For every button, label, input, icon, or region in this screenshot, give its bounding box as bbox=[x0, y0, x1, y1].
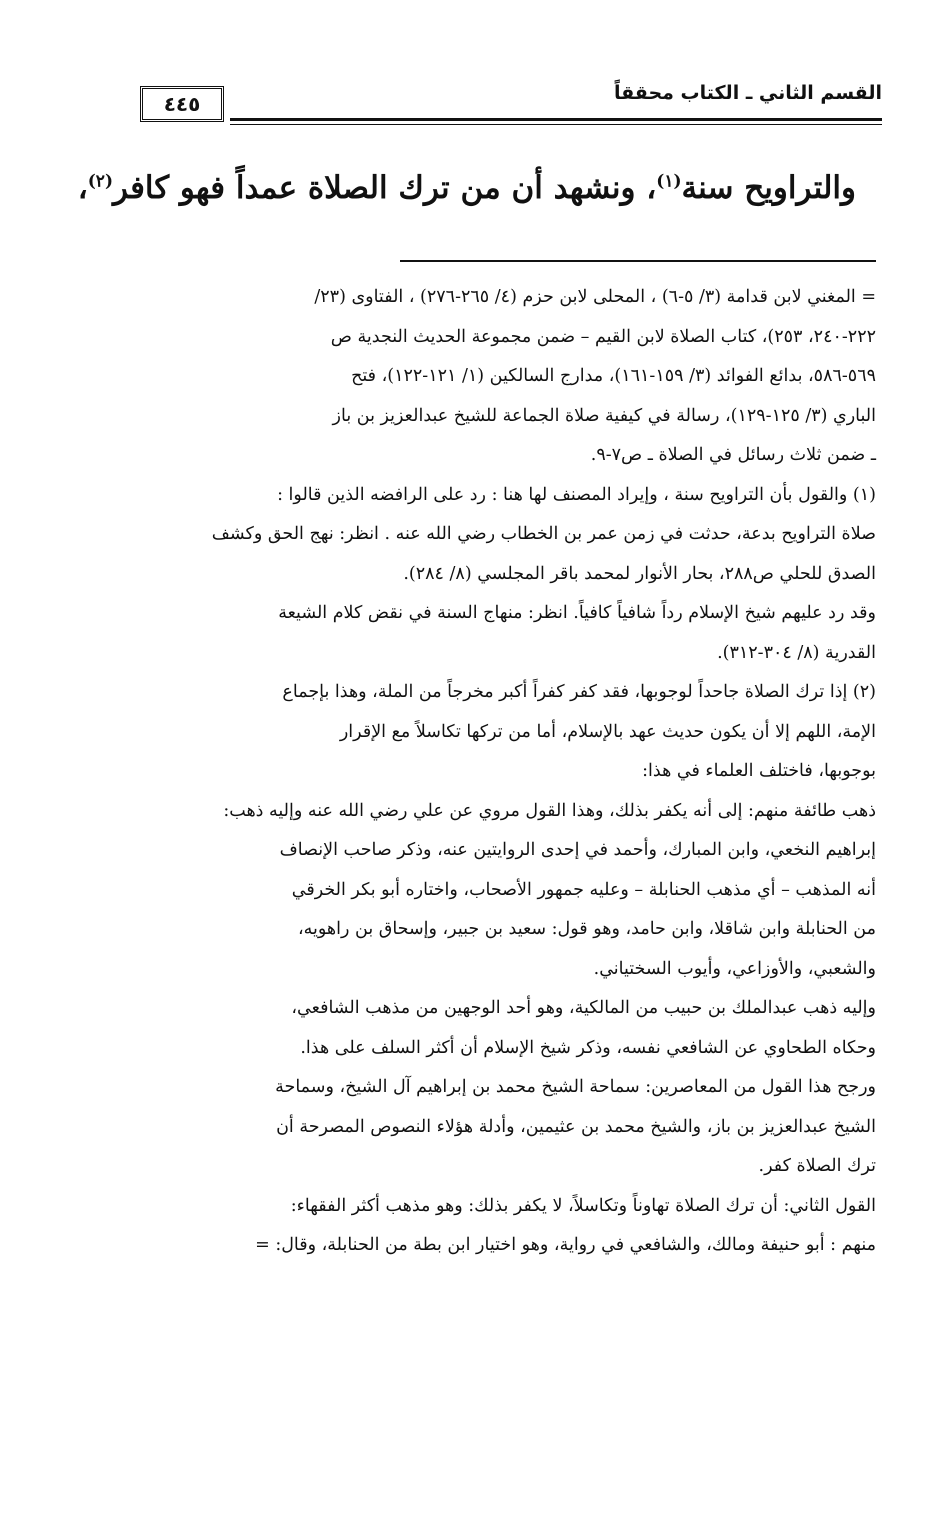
footnote-line: وحكاه الطحاوي عن الشافعي نفسه، وذكر شيخ الإسلام أن أكثر السلف على هذا. bbox=[300, 1037, 876, 1058]
footnote-line: منهم : أبو حنيفة ومالك، والشافعي في رواية، وهو اختيار ابن بطة من الحنابلة، وقال: = bbox=[255, 1235, 876, 1255]
main-text-line bbox=[77, 170, 856, 206]
header-rule-thin bbox=[230, 124, 882, 125]
footnote-ref-2: (٢) bbox=[87, 171, 113, 192]
main-text-part2: ، ونشهد أن من ترك الصلاة عمداً فهو كافر bbox=[113, 170, 657, 206]
footnote-line: الإمة، اللهم إلا أن يكون حديث عهد بالإسلام، أما من تركها تكاسلاً مع الإقرار bbox=[339, 721, 876, 742]
footnote-line: من الحنابلة وابن شاقلا، وابن حامد، وهو قول: سعيد بن جبير، وإسحاق بن راهويه، bbox=[297, 919, 876, 939]
footnote-line: ورجح هذا القول من المعاصرين: سماحة الشيخ محمد بن إبراهيم آل الشيخ، وسماحة bbox=[275, 1077, 876, 1097]
footnotes bbox=[156, 278, 876, 1266]
footnote-line: الشيخ عبدالعزيز بن باز، والشيخ محمد بن عثيمين، وأدلة هؤلاء النصوص المصرحة أن bbox=[276, 1116, 876, 1137]
footnote-line: الصدق للحلي ص٢٨٨، بحار الأنوار لمحمد باقر المجلسي (٨/ ٢٨٤). bbox=[403, 563, 876, 584]
footnote-1 bbox=[156, 476, 876, 674]
footnote-line: القول الثاني: أن ترك الصلاة تهاوناً وتكاسلاً، لا يكفر بذلك: وهو مذهب أكثر الفقهاء: bbox=[290, 1195, 876, 1216]
page-number-box bbox=[140, 86, 224, 122]
footnote-line: (٢) إذا ترك الصلاة جاحداً لوجوبها، فقد كفر كفراً أكبر مخرجاً من الملة، وهذا بإجماع bbox=[282, 682, 876, 702]
footnote-line: وقد رد عليهم شيخ الإسلام رداً شافياً كافياً. انظر: منهاج السنة في نقض كلام الشيعة bbox=[278, 603, 876, 623]
footnote-line: (١) والقول بأن التراويح سنة ، وإيراد المصنف لها هنا : رد على الرافضه الذين قالوا : bbox=[277, 484, 876, 505]
footnote-line: ـ ضمن ثلاث رسائل في الصلاة ـ ص٧-٩. bbox=[590, 445, 876, 465]
footnote-separator bbox=[400, 260, 876, 262]
header-rule-thick bbox=[230, 118, 882, 121]
footnote-line: والشعبي، والأوزاعي، وأيوب السختياني. bbox=[593, 958, 876, 979]
footnote-line: ذهب طائفة منهم: إلى أنه يكفر بذلك، وهذا القول مروي عن علي رضي الله عنه وإليه ذهب: bbox=[223, 800, 876, 821]
main-text-part3: ، bbox=[77, 170, 88, 206]
footnote-line: الباري (٣/ ١٢٥-١٢٩)، رسالة في كيفية صلاة الجماعة للشيخ عبدالعزيز بن باز bbox=[332, 405, 876, 426]
footnote-line: ٢٢٢-٢٤٠، ٢٥٣)، كتاب الصلاة لابن القيم – ضمن مجموعة الحديث النجدية ص bbox=[330, 326, 876, 347]
running-title: القسم الثاني ـ الكتاب محققاً bbox=[613, 82, 882, 104]
footnote-line: ٥٦٩-٥٨٦، بدائع الفوائد (٣/ ١٥٩-١٦١)، مدارج السالكين (١/ ١٢١-١٢٢)، فتح bbox=[351, 366, 876, 386]
footnote-line: وإليه ذهب عبدالملك بن حبيب من المالكية، وهو أحد الوجهين من مذهب الشافعي، bbox=[291, 998, 876, 1018]
page-number: ٤٤٥ bbox=[163, 92, 201, 116]
footnote-line: صلاة التراويح بدعة، حدثت في زمن عمر بن الخطاب رضي الله عنه . انظر: نهج الحق وكشف bbox=[211, 524, 876, 544]
footnote-ref-1: (١) bbox=[656, 171, 682, 192]
main-text-part1: والتراويح سنة bbox=[681, 170, 856, 206]
footnote-line: القدرية (٨/ ٣٠٤-٣١٢). bbox=[717, 642, 876, 663]
footnote-line: أنه المذهب – أي مذهب الحنابلة – وعليه جمهور الأصحاب، واختاره أبو بكر الخرقي bbox=[291, 879, 876, 900]
footnote-line: بوجوبها، فاختلف العلماء في هذا: bbox=[642, 761, 876, 781]
page-header bbox=[140, 78, 882, 124]
footnote-2 bbox=[156, 673, 876, 1266]
footnote-line: = المغني لابن قدامة (٣/ ٥-٦) ، المحلى لابن حزم (٤/ ٢٦٥-٢٧٦) ، الفتاوى (٢٣/ bbox=[314, 287, 876, 307]
footnote-line: ترك الصلاة كفر. bbox=[758, 1156, 876, 1176]
footnote-line: إبراهيم النخعي، وابن المبارك، وأحمد في إحدى الروايتين عنه، وذكر صاحب الإنصاف bbox=[279, 840, 876, 860]
footnote-continuation bbox=[156, 278, 876, 476]
